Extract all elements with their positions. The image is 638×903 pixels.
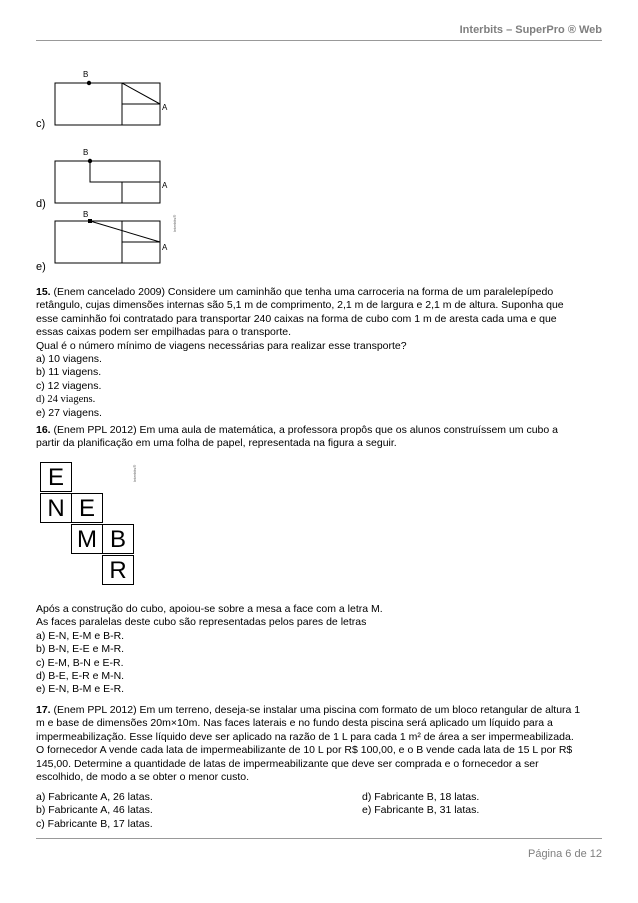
answer-option-d: d) Fabricante B, 18 latas. <box>362 791 480 803</box>
figure-option-d <box>54 146 184 208</box>
net-face-m: M <box>71 524 103 554</box>
option-c-label: c) <box>36 118 46 130</box>
net-watermark: Interbits® <box>132 464 137 482</box>
point-a-label: A <box>162 103 168 112</box>
answer-option-a: a) 10 viagens. <box>36 353 102 366</box>
option-d-label: d) <box>36 198 46 210</box>
answer-option-c: c) 12 viagens. <box>36 379 102 392</box>
question-16 <box>36 424 602 451</box>
question-number: 16. <box>36 424 51 436</box>
question-text: escolhido, de modo a se obter o menor custo. <box>36 771 250 784</box>
answer-option-e: e) Fabricante B, 31 latas. <box>362 804 480 817</box>
answer-option-b: b) 11 viagens. <box>36 366 102 379</box>
question-text: O fornecedor A vende cada lata de impermeabilizante de 10 L por R$ 100,00, e o B vende cada lata de 15 L por R$ <box>36 744 573 757</box>
question-text: As faces paralelas deste cubo são representadas pelos pares de letras <box>36 616 367 629</box>
question-text: essas caixas podem ser empilhadas para o transporte. <box>36 326 292 339</box>
question-16-options <box>36 603 602 697</box>
net-face-b: B <box>102 524 134 554</box>
question-text: 145,00. Determine a quantidade de latas de impermeabilizante que deve ser comprada e o fornecedor a ser <box>36 757 539 770</box>
question-text: partir da planificação em uma folha de papel, representada na figura a seguir. <box>36 437 397 450</box>
answer-option-c: c) Fabricante B, 17 latas. <box>36 817 153 830</box>
answer-option-b: b) Fabricante A, 46 latas. <box>36 804 153 817</box>
question-number: 17. <box>36 704 51 716</box>
answer-option-a: a) E-N, E-M e B-R. <box>36 629 125 642</box>
question-text: Após a construção do cubo, apoiou-se sobre a mesa a face com a letra M. <box>36 603 383 615</box>
answer-option-e: e) E-N, B-M e E-R. <box>36 683 125 696</box>
question-text: esse caminhão foi contratado para transportar 240 caixas na forma de cubo com 1 m de aresta cada uma e que <box>36 312 557 325</box>
point-a-label: A <box>162 181 168 190</box>
question-number: 15. <box>36 286 51 298</box>
page-header: Interbits – SuperPro ® Web <box>459 24 602 36</box>
point-b-label: B <box>83 148 89 157</box>
page-number: Página 6 de 12 <box>527 848 602 860</box>
question-text: impermeabilização. Esse líquido deve ser aplicado na razão de 1 L para cada 1 m² de área a ser impermeabilizada. <box>36 730 574 743</box>
net-face-n: N <box>40 493 72 523</box>
question-text: Qual é o número mínimo de viagens necessárias para realizar esse transporte? <box>36 339 407 352</box>
point-b-label: B <box>83 70 89 79</box>
answer-option-b: b) B-N, E-E e M-R. <box>36 643 125 656</box>
answer-option-d: d) 24 viagens. <box>36 394 96 406</box>
net-face-r: R <box>102 555 134 585</box>
point-b-label: B <box>83 210 89 219</box>
figure-option-e <box>54 208 184 268</box>
footer-rule <box>36 838 602 839</box>
question-17-options <box>36 791 602 831</box>
question-15 <box>36 286 602 420</box>
answer-option-e: e) 27 viagens. <box>36 406 102 419</box>
question-text: m e base de dimensões 20m×10m. Nas faces laterais e no fundo desta piscina será aplicado um líquido para a <box>36 717 553 730</box>
option-e-label: e) <box>36 261 46 273</box>
net-face-e-top: E <box>40 462 72 492</box>
figure-option-c <box>54 66 184 128</box>
question-17 <box>36 704 602 784</box>
question-text: retângulo, cujas dimensões internas são 5,1 m de comprimento, 2,1 m de largura e 2,1 m de altura. Suponha que <box>36 299 564 312</box>
question-text: (Enem cancelado 2009) Considere um caminhão que tenha uma carroceria na forma de um paralelepípedo <box>50 286 554 298</box>
header-rule <box>36 40 602 41</box>
point-a-label: A <box>162 243 168 252</box>
net-face-e-middle: E <box>71 493 103 523</box>
answer-option-a: a) Fabricante A, 26 latas. <box>36 791 153 803</box>
figure-watermark: Interbits® <box>172 214 177 232</box>
question-text: (Enem PPL 2012) Em uma aula de matemática, a professora propôs que os alunos construíssem um cubo a <box>50 424 558 436</box>
answer-option-d: d) B-E, E-R e M-N. <box>36 670 125 683</box>
question-text: (Enem PPL 2012) Em um terreno, deseja-se instalar uma piscina com formato de um bloco retangular de altura 1 <box>50 704 581 716</box>
answer-option-c: c) E-M, B-N e E-R. <box>36 656 124 669</box>
